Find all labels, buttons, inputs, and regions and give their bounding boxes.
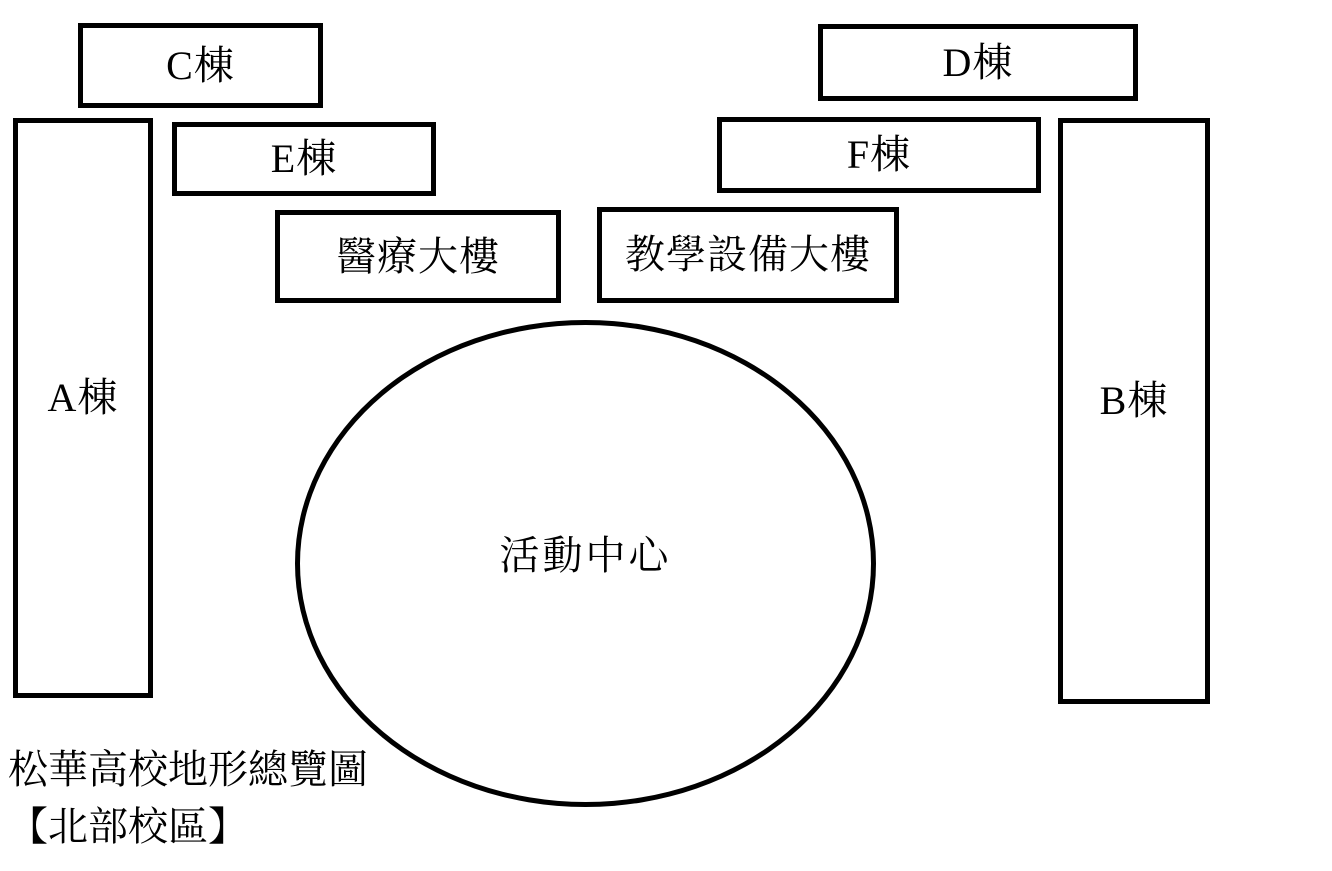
activity-center-ellipse (295, 320, 876, 807)
building-box-e (172, 122, 436, 196)
building-label-d: D棟 (942, 39, 1014, 85)
map-title-line1: 松華高校地形總覽圖 (8, 747, 368, 792)
map-title (8, 741, 368, 855)
building-label-f: F棟 (846, 132, 912, 177)
building-label-b: B棟 (1099, 378, 1169, 423)
building-label-c: C棟 (166, 42, 235, 88)
teaching-equipment-building-label: 教學設備大樓 (625, 232, 871, 277)
building-box-d (818, 24, 1138, 101)
medical-building-box (275, 210, 561, 303)
building-box-a (13, 118, 153, 698)
building-label-e: E棟 (270, 136, 338, 181)
activity-center-label: 活動中心 (499, 532, 672, 578)
building-box-c (78, 23, 323, 108)
medical-building-label: 醫療大樓 (336, 233, 500, 279)
map-title-line2: 【北部校區】 (8, 804, 248, 849)
building-box-b (1058, 118, 1210, 704)
teaching-equipment-building-box (597, 207, 899, 303)
building-box-f (717, 117, 1041, 193)
building-label-a: A棟 (47, 375, 119, 420)
